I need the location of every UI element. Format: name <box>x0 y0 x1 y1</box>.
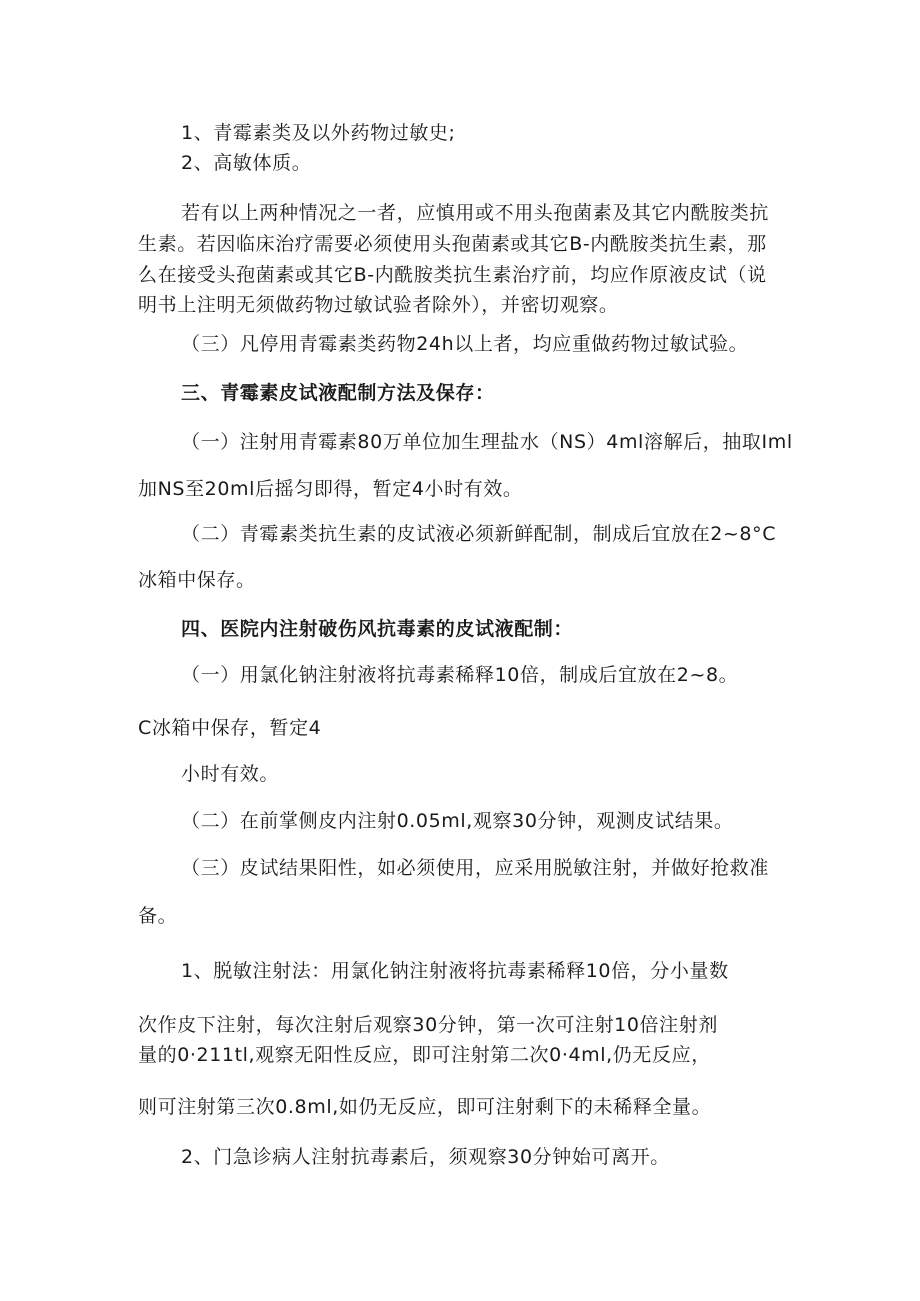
paragraph-line: （三）皮试结果阳性，如必须使用，应采用脱敏注射，并做好抢救准 <box>181 857 770 879</box>
paragraph-line: 若有以上两种情况之一者，应慎用或不用头孢菌素及其它内酰胺类抗 <box>181 202 770 224</box>
paragraph-line: （一）注射用青霉素80万单位加生理盐水（NS）4ml溶解后，抽取Iml <box>181 431 793 453</box>
paragraph-line: 明书上注明无须做药物过敏试验者除外），并密切观察。 <box>138 294 619 316</box>
paragraph-line: （一）用氯化钠注射液将抗毒素稀释10倍，制成后宜放在2~8。 <box>181 664 739 686</box>
list-item-allergy-history: 1、青霉素类及以外药物过敏史; <box>181 122 456 144</box>
paragraph-line: 则可注射第三次0.8ml,如仍无反应，即可注射剩下的未稀释全量。 <box>138 1096 712 1118</box>
paragraph-line: 备。 <box>138 905 178 927</box>
paragraph-line: 生素。若因临床治疗需要必须使用头孢菌素或其它B-内酰胺类抗生素，那 <box>138 233 767 255</box>
paragraph-line: 么在接受头孢菌素或其它B-内酰胺类抗生素治疗前，均应作原液皮试（说 <box>138 264 767 286</box>
list-item-hypersensitive: 2、高敏体质。 <box>181 152 312 174</box>
paragraph-line: 小时有效。 <box>181 763 280 785</box>
paragraph-line: 1、脱敏注射法：用氯化钠注射液将抗毒素稀释10倍，分小量数 <box>181 960 729 982</box>
paragraph-line: （三）凡停用青霉素类药物24h以上者，均应重做药物过敏试验。 <box>181 333 749 355</box>
paragraph-line: 2、门急诊病人注射抗毒素后，须观察30分钟始可离开。 <box>181 1146 670 1168</box>
paragraph-line: 冰箱中保存。 <box>138 569 256 591</box>
paragraph-line: （二）青霉素类抗生素的皮试液必须新鲜配制，制成后宜放在2~8°C <box>181 523 777 545</box>
paragraph-line: 次作皮下注射，每次注射后观察30分钟，第一次可注射10倍注射剂 <box>138 1014 718 1036</box>
paragraph-line: C冰箱中保存，暂定4 <box>138 717 322 739</box>
paragraph-line: （二）在前掌侧皮内注射0.05ml,观察30分钟，观测皮试结果。 <box>181 810 734 832</box>
section-heading-tetanus: 四、医院内注射破伤风抗毒素的皮试液配制： <box>181 618 574 640</box>
paragraph-line: 量的0·211tl,观察无阳性反应，即可注射第二次0·4ml,仍无反应， <box>138 1044 711 1066</box>
paragraph-line: 加NS至20ml后摇匀即得，暂定4小时有效。 <box>138 478 523 500</box>
section-heading-penicillin: 三、青霉素皮试液配制方法及保存： <box>181 382 495 404</box>
